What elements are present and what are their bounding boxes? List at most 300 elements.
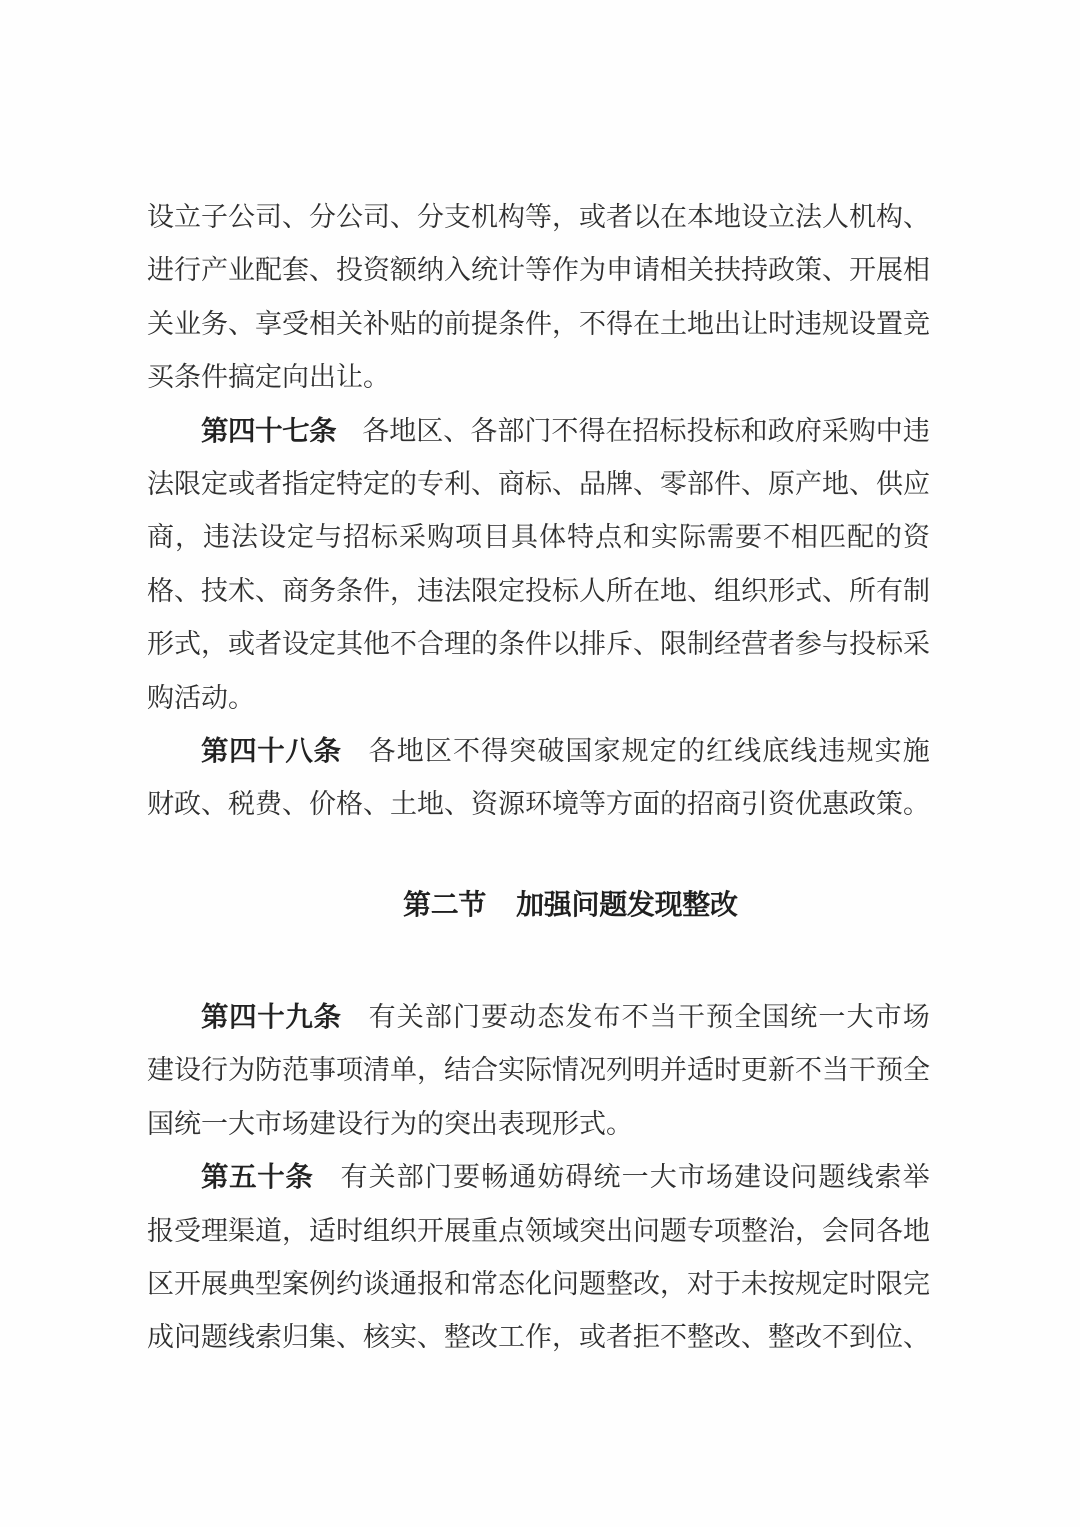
article-number-char: 十: [257, 1001, 285, 1032]
body-char: 限: [660, 629, 687, 660]
body-char: 动: [201, 682, 228, 713]
body-char: 在: [605, 415, 633, 446]
body-char: 组: [363, 1215, 390, 1246]
body-char: 构: [876, 202, 903, 232]
body-char: 部: [396, 1162, 424, 1193]
body-char: 招: [343, 522, 370, 553]
body-char: 套: [282, 255, 309, 286]
body-char: 定: [498, 575, 525, 606]
body-char: 商: [282, 575, 309, 606]
body-char: 出: [714, 308, 741, 339]
body-char: 不: [660, 1322, 687, 1353]
body-char: 和: [444, 1268, 471, 1299]
body-char: 商: [147, 522, 174, 553]
body-char: 购: [848, 415, 876, 446]
body-char: 购: [427, 522, 454, 553]
body-char: 参: [795, 629, 822, 660]
body-char: 现: [525, 1108, 552, 1139]
body-char: 道: [255, 1215, 282, 1246]
body-char: 优: [795, 789, 822, 820]
body-char: 案: [282, 1268, 309, 1299]
body-char: 的: [390, 468, 417, 499]
body-char: 条: [498, 629, 525, 660]
body-char: 相: [660, 255, 687, 286]
body-char: 法: [795, 202, 822, 232]
body-char: 域: [552, 1215, 579, 1246]
text-line: [147, 577, 930, 630]
body-char: 清: [363, 1055, 390, 1086]
body-char: 动: [509, 1002, 537, 1032]
article-number-char: 第: [201, 414, 229, 446]
body-char: 所: [606, 575, 633, 606]
body-char: 不: [763, 522, 790, 553]
body-char: 地: [903, 1215, 930, 1246]
body-char: 法: [231, 522, 258, 553]
body-char: 立: [174, 202, 201, 232]
segment-gap: [336, 417, 362, 444]
body-char: 治: [768, 1215, 795, 1246]
body-char: 。: [606, 1108, 633, 1139]
body-char: 地: [396, 735, 424, 766]
body-char: 搞: [228, 362, 255, 393]
article-number-char: 条: [313, 1001, 341, 1032]
body-char: 、: [687, 575, 714, 606]
body-char: 违: [203, 522, 230, 553]
body-char: 设: [282, 629, 309, 660]
body-char: 实: [651, 522, 678, 553]
article-number-char: 条: [285, 1161, 313, 1193]
body-char: 营: [741, 629, 768, 660]
body-char: 时: [336, 1215, 363, 1246]
text-line: [147, 310, 930, 363]
body-char: 开: [174, 1268, 201, 1299]
body-char: 标: [713, 415, 741, 446]
body-char: 、: [471, 468, 498, 499]
body-char: 关: [368, 1162, 396, 1193]
body-char: 态: [498, 1268, 525, 1299]
body-char: 开: [417, 1215, 444, 1246]
body-char: ，: [175, 522, 202, 553]
body-char: 项: [455, 522, 482, 553]
body-char: 一: [621, 1162, 649, 1193]
body-char: 展: [444, 1215, 471, 1246]
body-char: ，: [417, 1055, 444, 1086]
body-char: 策: [795, 255, 822, 286]
text-line: [147, 1003, 930, 1056]
body-char: 问: [552, 1268, 579, 1299]
body-char: 的: [875, 522, 902, 553]
body-text-block-1: [147, 203, 930, 844]
body-char: 者: [606, 202, 633, 232]
body-char: 配: [847, 522, 874, 553]
body-char: 人: [822, 202, 849, 232]
body-char: 相: [309, 308, 336, 339]
body-char: 例: [309, 1268, 336, 1299]
body-char: 工: [498, 1322, 525, 1353]
body-char: 式: [795, 575, 822, 606]
body-char: 土: [390, 789, 417, 820]
body-char: 或: [579, 1322, 606, 1353]
body-char: 构: [498, 202, 525, 232]
body-char: 门: [452, 1002, 480, 1032]
body-char: 设: [849, 308, 876, 339]
body-char: 法: [444, 575, 471, 606]
body-char: 实: [874, 735, 902, 766]
body-char: 、: [390, 202, 417, 232]
body-char: 报: [417, 1268, 444, 1299]
body-char: 位: [876, 1322, 903, 1353]
body-char: 题: [579, 1268, 606, 1299]
body-char: 形: [768, 575, 795, 606]
body-char: 线: [734, 735, 762, 766]
body-char: 统: [471, 255, 498, 286]
body-char: 有: [340, 1162, 368, 1193]
body-char: 未: [741, 1268, 768, 1299]
body-char: 畅: [481, 1162, 509, 1193]
body-char: 按: [768, 1268, 795, 1299]
body-char: 规: [795, 1268, 822, 1299]
body-char: ，: [795, 1215, 822, 1246]
body-char: 线: [790, 735, 818, 766]
body-char: 经: [714, 629, 741, 660]
body-char: 相: [791, 522, 818, 553]
body-char: 织: [390, 1215, 417, 1246]
body-char: 国: [147, 1108, 174, 1139]
body-char: 策: [876, 789, 903, 820]
body-char: 不: [579, 308, 606, 339]
body-char: 原: [768, 468, 795, 499]
body-char: 、: [444, 789, 471, 820]
body-char: 问: [790, 1162, 818, 1193]
body-char: 改: [471, 1322, 498, 1353]
body-char: 境: [552, 789, 579, 820]
body-char: 标: [525, 468, 552, 499]
body-char: 贴: [390, 308, 417, 339]
body-char: 完: [903, 1268, 930, 1299]
body-char: 施: [902, 735, 930, 766]
article-number-char: 四: [229, 1001, 257, 1032]
body-char: 商: [498, 468, 525, 499]
body-char: 的: [417, 308, 444, 339]
text-line: [147, 414, 930, 470]
body-char: 等: [525, 202, 552, 232]
body-char: 条: [174, 362, 201, 393]
article-number-char: 七: [282, 414, 310, 446]
body-char: 整: [741, 1215, 768, 1246]
body-char: 府: [794, 415, 822, 446]
body-char: 点: [498, 1215, 525, 1246]
body-char: 全: [903, 1055, 930, 1086]
body-char: 实: [498, 1055, 525, 1086]
body-char: 不: [452, 735, 480, 766]
body-char: 体: [539, 522, 566, 553]
body-char: 方: [606, 789, 633, 820]
body-char: 司: [255, 202, 282, 232]
text-line: [147, 363, 930, 416]
body-char: 情: [552, 1055, 579, 1086]
body-char: 或: [228, 468, 255, 499]
body-char: 统: [790, 1002, 818, 1032]
body-char: 、: [741, 468, 768, 499]
body-char: 问: [633, 1215, 660, 1246]
body-char: 整: [606, 1268, 633, 1299]
body-char: 线: [846, 1162, 874, 1193]
body-char: 利: [444, 468, 471, 499]
body-char: 式: [174, 629, 201, 660]
body-char: 改: [795, 1322, 822, 1353]
body-char: 以: [552, 629, 579, 660]
article-number-char: 第: [201, 734, 229, 766]
body-char: 制: [687, 629, 714, 660]
body-char: 、: [201, 789, 228, 820]
body-char: 地: [660, 575, 687, 606]
article-number-char: 第: [201, 1161, 229, 1193]
body-char: 结: [444, 1055, 471, 1086]
article-number-char: 四: [229, 734, 257, 766]
body-char: 限: [876, 1268, 903, 1299]
body-char: 、: [903, 202, 930, 232]
body-char: 改: [633, 1268, 660, 1299]
body-char: 竞: [903, 308, 930, 339]
body-char: 当: [649, 1002, 677, 1032]
body-char: 建: [309, 1108, 336, 1139]
body-char: 各: [362, 415, 390, 446]
body-char: 、: [255, 575, 282, 606]
body-char: 规: [822, 308, 849, 339]
body-char: 况: [579, 1055, 606, 1086]
body-char: 大: [228, 1108, 255, 1139]
body-char: 相: [903, 255, 930, 286]
body-char: 同: [849, 1215, 876, 1246]
body-char: 供: [876, 468, 903, 499]
body-char: 项: [714, 1215, 741, 1246]
text-line: [147, 256, 930, 309]
body-char: 突: [579, 1215, 606, 1246]
body-char: 和: [740, 415, 768, 446]
section-heading: [403, 889, 738, 921]
body-char: 违: [818, 735, 846, 766]
body-char: 务: [201, 308, 228, 339]
body-char: 者: [768, 629, 795, 660]
body-char: 价: [309, 789, 336, 820]
body-char: 采: [399, 522, 426, 553]
body-char: 税: [228, 789, 255, 820]
body-char: 行: [363, 1108, 390, 1139]
body-char: 举: [902, 1162, 930, 1193]
body-char: 关: [396, 1002, 424, 1032]
body-char: 受: [174, 1215, 201, 1246]
body-char: 、: [822, 575, 849, 606]
text-line: [147, 1217, 930, 1270]
body-char: 突: [509, 735, 537, 766]
body-char: 让: [336, 362, 363, 393]
body-char: 时: [714, 1055, 741, 1086]
body-char: 妨: [537, 1162, 565, 1193]
body-char: 会: [822, 1215, 849, 1246]
article-number-char: 条: [309, 414, 337, 446]
body-char: 态: [537, 1002, 565, 1032]
body-char: 际: [679, 522, 706, 553]
body-char: ，: [552, 1322, 579, 1353]
body-char: 、: [633, 629, 660, 660]
body-char: 者: [606, 1322, 633, 1353]
body-char: 通: [509, 1162, 537, 1193]
body-char: 典: [228, 1268, 255, 1299]
body-char: 购: [147, 682, 174, 713]
body-char: 资: [471, 789, 498, 820]
body-char: 通: [390, 1268, 417, 1299]
body-char: 型: [255, 1268, 282, 1299]
article-number-char: 五: [229, 1161, 257, 1193]
body-char: 线: [228, 1322, 255, 1353]
body-char: 合: [471, 1055, 498, 1086]
body-char: 限: [174, 468, 201, 499]
body-char: 。: [903, 789, 930, 820]
body-char: 统: [174, 1108, 201, 1139]
body-char: 置: [876, 308, 903, 339]
body-char: 各: [368, 735, 396, 766]
body-char: 者: [255, 468, 282, 499]
text-line: [147, 630, 930, 683]
body-char: 计: [498, 255, 525, 286]
body-char: 违: [902, 415, 930, 446]
body-char: 与: [822, 629, 849, 660]
body-char: 投: [849, 629, 876, 660]
body-char: 政: [849, 789, 876, 820]
body-char: 子: [201, 202, 228, 232]
body-char: 活: [174, 682, 201, 713]
text-line: [147, 734, 930, 790]
body-char: 作: [525, 1322, 552, 1353]
body-char: 归: [282, 1322, 309, 1353]
body-char: 专: [687, 1215, 714, 1246]
body-char: 件: [363, 575, 390, 606]
body-char: 牌: [606, 468, 633, 499]
body-char: 请: [633, 255, 660, 286]
article-number-char: 八: [285, 734, 313, 766]
body-char: ，: [282, 1215, 309, 1246]
body-char: 设: [147, 202, 174, 232]
body-char: 商: [714, 789, 741, 820]
body-char: 者: [255, 629, 282, 660]
body-char: 产: [201, 255, 228, 286]
body-char: 所: [849, 575, 876, 606]
body-char: 在: [633, 575, 660, 606]
body-char: 指: [282, 468, 309, 499]
body-char: 法: [147, 468, 174, 499]
body-char: 布: [593, 1002, 621, 1032]
body-char: 题: [660, 1215, 687, 1246]
body-char: 排: [579, 629, 606, 660]
body-char: 规: [621, 735, 649, 766]
body-char: 配: [255, 255, 282, 286]
body-char: 适: [309, 1215, 336, 1246]
body-char: 源: [498, 789, 525, 820]
body-char: 不: [621, 1002, 649, 1032]
body-char: 题: [201, 1322, 228, 1353]
body-char: 件: [201, 362, 228, 393]
body-char: 产: [795, 468, 822, 499]
body-char: 不: [795, 1055, 822, 1086]
body-char: 、: [174, 575, 201, 606]
article-number-char: 条: [313, 734, 341, 766]
body-char: 规: [846, 735, 874, 766]
body-char: 件: [714, 468, 741, 499]
body-char: 标: [371, 522, 398, 553]
body-char: 违: [795, 308, 822, 339]
body-char: 公: [228, 202, 255, 232]
body-char: 定: [309, 468, 336, 499]
body-char: 具: [511, 522, 538, 553]
article-number-char: 十: [255, 414, 283, 446]
body-char: 列: [606, 1055, 633, 1086]
body-char: 定: [201, 468, 228, 499]
body-char: 不: [390, 629, 417, 660]
body-char: 和: [623, 522, 650, 553]
body-char: 投: [525, 575, 552, 606]
body-char: 定: [287, 522, 314, 553]
body-char: 时: [849, 1268, 876, 1299]
body-char: 得: [481, 735, 509, 766]
body-char: 以: [633, 202, 660, 232]
body-char: 务: [309, 575, 336, 606]
body-char: 司: [363, 202, 390, 232]
body-char: 斥: [606, 629, 633, 660]
body-char: 业: [228, 255, 255, 286]
body-char: 市: [255, 1108, 282, 1139]
body-char: 投: [336, 255, 363, 286]
body-char: 要: [452, 1162, 480, 1193]
body-char: ，: [552, 308, 579, 339]
body-char: 场: [902, 1002, 930, 1032]
body-char: 统: [593, 1162, 621, 1193]
body-char: 市: [874, 1002, 902, 1032]
text-line: [147, 790, 930, 843]
body-char: 时: [768, 308, 795, 339]
body-char: 国: [762, 1002, 790, 1032]
body-char: 门: [524, 415, 552, 446]
body-char: 补: [363, 308, 390, 339]
body-char: 中: [875, 415, 903, 446]
body-char: 整: [768, 1322, 795, 1353]
body-char: 支: [444, 202, 471, 232]
body-char: 特: [336, 468, 363, 499]
body-char: 整: [444, 1322, 471, 1353]
body-char: 政: [767, 415, 795, 446]
body-char: 成: [147, 1322, 174, 1353]
body-char: 式: [579, 1108, 606, 1139]
article-number-char: 十: [257, 1161, 285, 1193]
body-char: 持: [741, 255, 768, 286]
body-char: 标: [659, 415, 687, 446]
body-char: 标: [552, 575, 579, 606]
body-char: 立: [768, 202, 795, 232]
body-char: 一: [818, 1002, 846, 1032]
body-char: 得: [606, 308, 633, 339]
body-char: 政: [174, 789, 201, 820]
body-char: 场: [282, 1108, 309, 1139]
body-char: 红: [705, 735, 733, 766]
body-char: 要: [735, 522, 762, 553]
body-char: 公: [336, 202, 363, 232]
body-char: 、: [309, 255, 336, 286]
body-char: 索: [874, 1162, 902, 1193]
body-char: 向: [282, 362, 309, 393]
body-char: 重: [471, 1215, 498, 1246]
body-char: 或: [228, 629, 255, 660]
body-char: 在: [633, 308, 660, 339]
body-char: 专: [417, 468, 444, 499]
